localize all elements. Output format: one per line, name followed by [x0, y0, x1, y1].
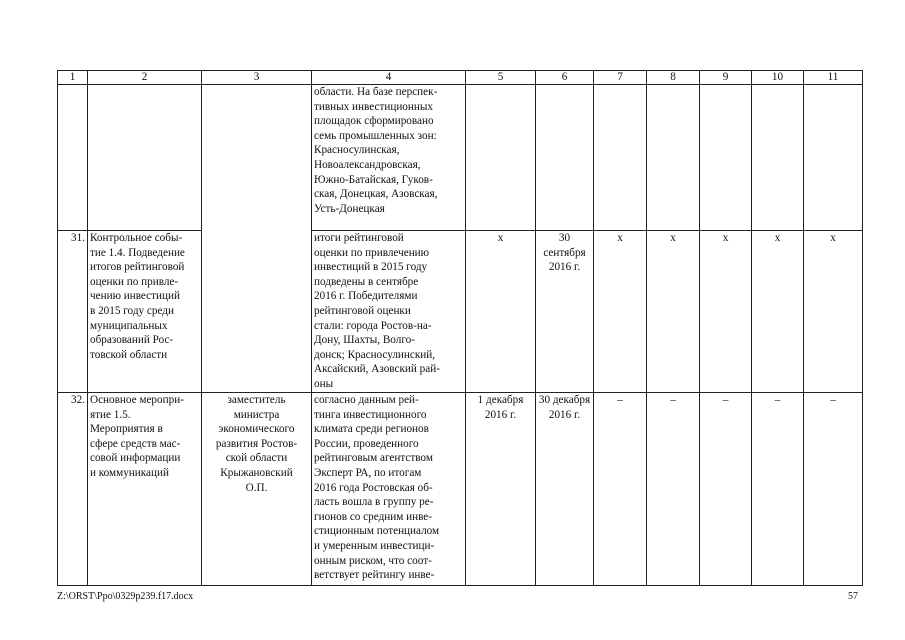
cell-col4: согласно данным рей- тинга инвестиционного климата среди регионов России, проведенного рейтинговым агентством Эксперт РА, по итогам 2016 года Ростовская об- ласть вошла в группу ре- гионов со средним инве- стиционным потенциалом и умеренным инвестици- онным риском, что соот- ветствует рейтингу инве- [312, 393, 466, 586]
cell-col11: – [804, 393, 863, 586]
cell-col11 [804, 85, 863, 231]
cell-col7 [594, 85, 647, 231]
cell-col3: заместитель министра экономического развития Ростов- ской области Крыжановский О.П. [202, 393, 312, 586]
cell-col10 [752, 85, 804, 231]
cell-num: 31. [58, 231, 88, 393]
col-header-2: 2 [88, 71, 202, 85]
cell-col6: 30 сентября 2016 г. [536, 231, 594, 393]
cell-col8: – [647, 393, 700, 586]
col-header-11: 11 [804, 71, 863, 85]
col-header-7: 7 [594, 71, 647, 85]
table-row-31 [58, 231, 863, 393]
cell-col2: Контрольное собы- тие 1.4. Подведение итогов рейтинговой оценки по привле- чению инвестиций в 2015 году среди муниципальных образований Рос- товской области [88, 231, 202, 393]
col-header-9: 9 [700, 71, 752, 85]
cell-col9: х [700, 231, 752, 393]
cell-col8 [647, 85, 700, 231]
cell-num: 32. [58, 393, 88, 586]
cell-col7: х [594, 231, 647, 393]
cell-col10: – [752, 393, 804, 586]
cell-col3 [202, 231, 312, 393]
cell-col8: х [647, 231, 700, 393]
cell-col6: 30 декабря 2016 г. [536, 393, 594, 586]
cell-col5 [466, 85, 536, 231]
col-header-8: 8 [647, 71, 700, 85]
cell-num [58, 85, 88, 231]
cell-col2 [88, 85, 202, 231]
col-header-3: 3 [202, 71, 312, 85]
col-header-6: 6 [536, 71, 594, 85]
footer-file-path: Z:\ORST\Ppo\0329p239.f17.docx [57, 591, 194, 602]
cell-col2: Основное меропри- ятие 1.5. Мероприятия в сфере средств мас- совой информации и коммуникаций [88, 393, 202, 586]
table-row-continuation [58, 85, 863, 231]
cell-col4: области. На базе перспек- тивных инвестиционных площадок сформировано семь промышленных зон: Красносулинская, Новоалександровская, Южно-Батайская, Гуков- ская, Донецкая, Азовская, Усть-Донецкая [312, 85, 466, 231]
cell-col5: х [466, 231, 536, 393]
cell-col9 [700, 85, 752, 231]
col-header-1: 1 [58, 71, 88, 85]
col-header-4: 4 [312, 71, 466, 85]
cell-col3 [202, 85, 312, 231]
cell-col10: х [752, 231, 804, 393]
header-row [58, 71, 863, 85]
cell-col5: 1 декабря 2016 г. [466, 393, 536, 586]
col-header-10: 10 [752, 71, 804, 85]
cell-col6 [536, 85, 594, 231]
cell-col11: х [804, 231, 863, 393]
cell-col4: итоги рейтинговой оценки по привлечению инвестиций в 2015 году подведены в сентябре 2016 г. Победителями рейтинговой оценки стали: города Ростов-на- Дону, Шахты, Волго- донск; Красносулинский, Аксайский, Азовский рай- оны [312, 231, 466, 393]
cell-col7: – [594, 393, 647, 586]
footer-page-number: 57 [848, 591, 858, 602]
table-row-32 [58, 393, 863, 586]
col-header-5: 5 [466, 71, 536, 85]
report-table [57, 70, 863, 586]
cell-col9: – [700, 393, 752, 586]
